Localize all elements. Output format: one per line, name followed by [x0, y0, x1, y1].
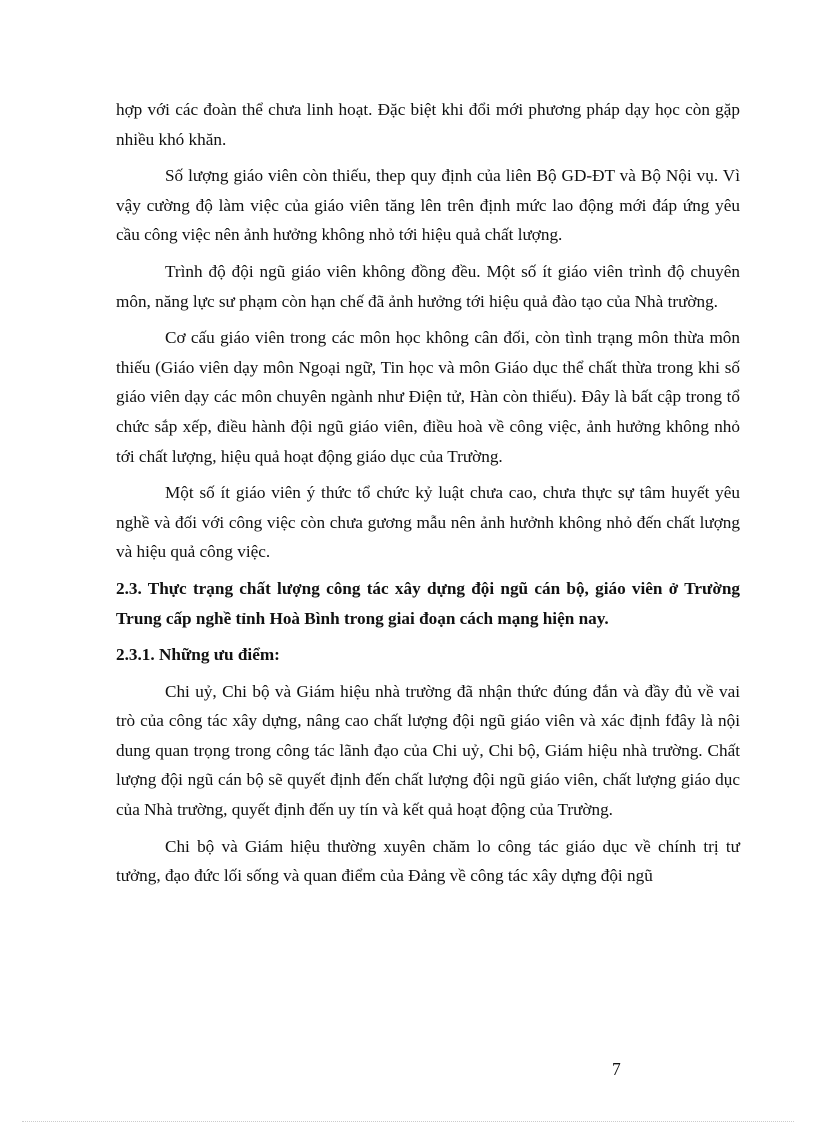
section-heading: 2.3. Thực trạng chất lượng công tác xây dựng đội ngũ cán bộ, giáo viên ở Trường Trung cấp nghề tỉnh Hoà Bình trong giai đoạn cách mạng hiện nay. [116, 578, 740, 628]
paragraph-teacher-qualification: Trình độ đội ngũ giáo viên không đồng đều. Một số ít giáo viên trình độ chuyên môn, năng lực sư phạm còn hạn chế đã ảnh hưởng tới hiệu quả đào tạo của Nhà trường. [116, 261, 740, 311]
footer-divider [22, 1121, 794, 1122]
paragraph-advantages: Chi uỷ, Chi bộ và Giám hiệu nhà trường đã nhận thức đúng đắn và đầy đủ về vai trò của công tác xây dựng, nâng cao chất lượng đội ngũ giáo viên và xác định fđây là nội dung quan trọng trong công tác lãnh đạo của Chi uỷ, Chi bộ, Giám hiệu nhà trường. Chất lượng đội ngũ cán bộ sẽ quyết định đến chất lượng đội ngũ giáo viên, chất lượng giáo dục của Nhà trường, quyết định đến uy tín và kết quả hoạt động của Trường. [116, 681, 740, 820]
page-number: 7 [612, 1059, 621, 1079]
paragraph-continuation: hợp với các đoàn thể chưa linh hoạt. Đặc biệt khi đổi mới phương pháp dạy học còn gặp nhiều khó khăn. [116, 100, 740, 149]
paragraph-teacher-discipline: Một số ít giáo viên ý thức tổ chức kỷ luật chưa cao, chưa thực sự tâm huyết yêu nghề và đối với công việc còn chưa gương mẫu nên ảnh hưởnh không nhỏ đến chất lượng và hiệu quả công việc. [116, 483, 740, 562]
paragraph-teacher-shortage: Số lượng giáo viên còn thiếu, thep quy định của liên Bộ GD-ĐT và Bộ Nội vụ. Vì vậy cường độ làm việc của giáo viên tăng lên trên định mức lao động mới đáp ứng yêu cầu công việc nên ảnh hưởng không nhỏ tới hiệu quả chất lượng. [116, 166, 740, 245]
subsection-heading: 2.3.1. Những ưu điểm: [116, 645, 280, 665]
paragraph-political-education: Chi bộ và Giám hiệu thường xuyên chăm lo công tác giáo dục về chính trị tư tưởng, đạo đức lối sống và quan điểm của Đảng về công tác xây dựng đội ngũ [116, 836, 740, 886]
document-page [116, 95, 740, 898]
paragraph-teacher-structure: Cơ cấu giáo viên trong các môn học không cân đối, còn tình trạng môn thừa môn thiếu (Giáo viên dạy môn Ngoại ngữ, Tin học và môn Giáo dục thể chất thừa trong khi số giáo viên dạy các môn chuyên ngành như Điện tử, Hàn còn thiếu). Đây là bất cập trong tổ chức sắp xếp, điều hành đội ngũ giáo viên, điều hoà về công việc, ảnh hưởng không nhỏ tới chất lượng, hiệu quả hoạt động giáo dục của Trường. [116, 328, 740, 466]
